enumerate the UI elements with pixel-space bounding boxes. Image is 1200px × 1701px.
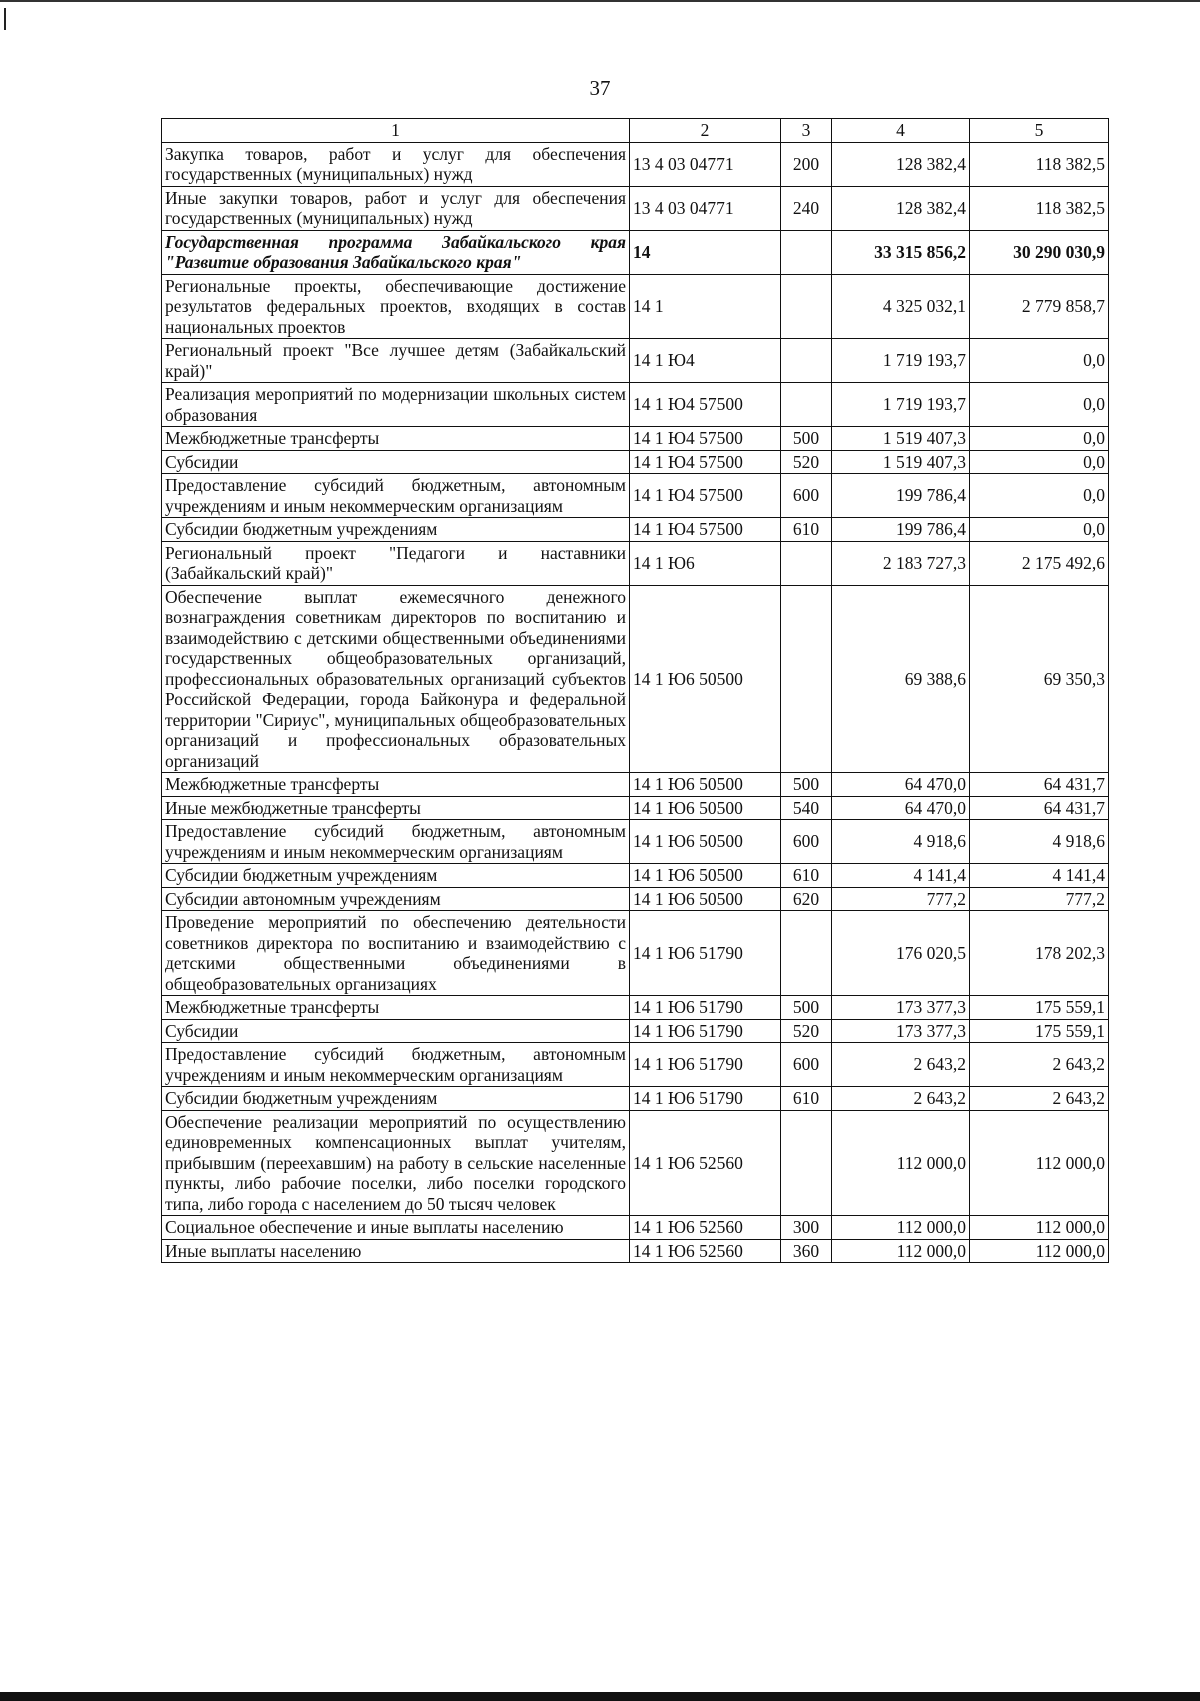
row-code-cell: 14 1 Ю6 50500 [630, 585, 781, 773]
row-code-cell: 14 1 [630, 274, 781, 339]
table-row [162, 887, 1109, 911]
row-code-cell: 14 1 Ю4 [630, 339, 781, 383]
row-sum-2024-cell: 199 786,4 [832, 474, 970, 518]
row-code-cell: 14 [630, 230, 781, 274]
header-col-4: 4 [832, 119, 970, 143]
row-code-cell: 14 1 Ю6 52560 [630, 1216, 781, 1240]
row-name-cell: Иные выплаты населению [162, 1239, 630, 1263]
row-type-cell: 500 [781, 996, 832, 1020]
row-sum-2024-cell: 33 315 856,2 [832, 230, 970, 274]
table-body [162, 142, 1109, 1263]
table-row [162, 1216, 1109, 1240]
table-row [162, 820, 1109, 864]
row-sum-2024-cell: 112 000,0 [832, 1239, 970, 1263]
row-sum-2025-cell: 118 382,5 [970, 186, 1109, 230]
row-sum-2025-cell: 112 000,0 [970, 1110, 1109, 1216]
row-code-cell: 14 1 Ю6 51790 [630, 1043, 781, 1087]
row-code-cell: 14 1 Ю6 [630, 541, 781, 585]
row-sum-2024-cell: 112 000,0 [832, 1216, 970, 1240]
row-sum-2024-cell: 69 388,6 [832, 585, 970, 773]
row-type-cell: 540 [781, 796, 832, 820]
table-row [162, 450, 1109, 474]
table-row [162, 585, 1109, 773]
scan-edge-bottom [0, 1692, 1200, 1701]
row-type-cell: 600 [781, 474, 832, 518]
row-type-cell [781, 274, 832, 339]
row-name-cell: Региональный проект "Все лучшее детям (Забайкальский край)" [162, 339, 630, 383]
row-sum-2025-cell: 178 202,3 [970, 911, 1109, 996]
row-type-cell [781, 541, 832, 585]
header-col-1: 1 [162, 119, 630, 143]
row-name-cell: Предоставление субсидий бюджетным, автономным учреждениям и иным некоммерческим организациям [162, 820, 630, 864]
row-sum-2025-cell: 0,0 [970, 450, 1109, 474]
row-sum-2025-cell: 0,0 [970, 383, 1109, 427]
row-sum-2025-cell: 175 559,1 [970, 1019, 1109, 1043]
row-type-cell: 300 [781, 1216, 832, 1240]
row-sum-2024-cell: 2 643,2 [832, 1043, 970, 1087]
row-sum-2025-cell: 2 175 492,6 [970, 541, 1109, 585]
row-sum-2025-cell: 175 559,1 [970, 996, 1109, 1020]
row-name-cell: Региональные проекты, обеспечивающие достижение результатов федеральных проектов, входящих в состав национальных проектов [162, 274, 630, 339]
row-sum-2024-cell: 128 382,4 [832, 186, 970, 230]
table-row [162, 186, 1109, 230]
row-name-cell: Иные межбюджетные трансферты [162, 796, 630, 820]
row-code-cell: 14 1 Ю6 50500 [630, 773, 781, 797]
row-name-cell: Субсидии бюджетным учреждениям [162, 1087, 630, 1111]
row-type-cell: 200 [781, 142, 832, 186]
row-name-cell: Региональный проект "Педагоги и наставники (Забайкальский край)" [162, 541, 630, 585]
page-number: 37 [589, 76, 611, 100]
row-type-cell [781, 911, 832, 996]
row-name-cell: Субсидии бюджетным учреждениям [162, 864, 630, 888]
row-type-cell [781, 585, 832, 773]
row-name-cell: Предоставление субсидий бюджетным, автономным учреждениям и иным некоммерческим организациям [162, 1043, 630, 1087]
row-sum-2025-cell: 0,0 [970, 474, 1109, 518]
scan-edge-left [4, 8, 6, 30]
row-sum-2025-cell: 64 431,7 [970, 773, 1109, 797]
row-type-cell: 600 [781, 820, 832, 864]
row-sum-2025-cell: 2 643,2 [970, 1043, 1109, 1087]
table-row [162, 474, 1109, 518]
row-name-cell: Межбюджетные трансферты [162, 773, 630, 797]
row-code-cell: 14 1 Ю6 51790 [630, 996, 781, 1020]
header-col-3: 3 [781, 119, 832, 143]
row-sum-2025-cell: 64 431,7 [970, 796, 1109, 820]
row-name-cell: Субсидии автономным учреждениям [162, 887, 630, 911]
table-row [162, 142, 1109, 186]
table-row [162, 864, 1109, 888]
row-name-cell: Субсидии [162, 1019, 630, 1043]
row-code-cell: 14 1 Ю6 51790 [630, 911, 781, 996]
row-type-cell [781, 230, 832, 274]
row-name-cell: Проведение мероприятий по обеспечению деятельности советников директора по воспитанию и взаимодействию с детскими общественными объединениями в общеобразовательных организациях [162, 911, 630, 996]
row-sum-2024-cell: 112 000,0 [832, 1110, 970, 1216]
row-code-cell: 13 4 03 04771 [630, 142, 781, 186]
row-sum-2024-cell: 64 470,0 [832, 796, 970, 820]
row-type-cell: 520 [781, 450, 832, 474]
table-header-row [162, 119, 1109, 143]
scan-edge-top [0, 0, 1200, 2]
table-row [162, 911, 1109, 996]
table-row [162, 796, 1109, 820]
row-code-cell: 14 1 Ю4 57500 [630, 383, 781, 427]
row-type-cell [781, 1110, 832, 1216]
row-code-cell: 14 1 Ю4 57500 [630, 427, 781, 451]
row-code-cell: 14 1 Ю6 50500 [630, 864, 781, 888]
row-sum-2024-cell: 777,2 [832, 887, 970, 911]
row-code-cell: 13 4 03 04771 [630, 186, 781, 230]
row-type-cell: 610 [781, 1087, 832, 1111]
table-row [162, 230, 1109, 274]
row-name-cell: Социальное обеспечение и иные выплаты населению [162, 1216, 630, 1240]
row-name-cell: Реализация мероприятий по модернизации школьных систем образования [162, 383, 630, 427]
row-name-cell: Межбюджетные трансферты [162, 427, 630, 451]
row-code-cell: 14 1 Ю6 51790 [630, 1019, 781, 1043]
row-name-cell: Предоставление субсидий бюджетным, автономным учреждениям и иным некоммерческим организациям [162, 474, 630, 518]
header-col-2: 2 [630, 119, 781, 143]
table-row [162, 1110, 1109, 1216]
row-sum-2024-cell: 1 719 193,7 [832, 339, 970, 383]
row-sum-2025-cell: 0,0 [970, 518, 1109, 542]
row-code-cell: 14 1 Ю6 52560 [630, 1239, 781, 1263]
row-code-cell: 14 1 Ю6 50500 [630, 820, 781, 864]
row-name-cell: Иные закупки товаров, работ и услуг для обеспечения государственных (муниципальных) нужд [162, 186, 630, 230]
table-row [162, 339, 1109, 383]
row-name-cell: Субсидии бюджетным учреждениям [162, 518, 630, 542]
row-type-cell: 610 [781, 864, 832, 888]
row-sum-2025-cell: 112 000,0 [970, 1216, 1109, 1240]
row-sum-2024-cell: 173 377,3 [832, 1019, 970, 1043]
row-type-cell: 620 [781, 887, 832, 911]
row-code-cell: 14 1 Ю6 50500 [630, 796, 781, 820]
row-sum-2025-cell: 0,0 [970, 339, 1109, 383]
row-sum-2025-cell: 118 382,5 [970, 142, 1109, 186]
row-code-cell: 14 1 Ю4 57500 [630, 474, 781, 518]
row-sum-2024-cell: 4 325 032,1 [832, 274, 970, 339]
row-sum-2025-cell: 2 643,2 [970, 1087, 1109, 1111]
header-col-5: 5 [970, 119, 1109, 143]
row-sum-2024-cell: 64 470,0 [832, 773, 970, 797]
table-row [162, 383, 1109, 427]
row-code-cell: 14 1 Ю6 52560 [630, 1110, 781, 1216]
row-name-cell: Государственная программа Забайкальского края "Развитие образования Забайкальского края" [162, 230, 630, 274]
table-row [162, 541, 1109, 585]
row-code-cell: 14 1 Ю6 51790 [630, 1087, 781, 1111]
row-type-cell: 500 [781, 427, 832, 451]
table-row [162, 518, 1109, 542]
row-name-cell: Обеспечение реализации мероприятий по осуществлению единовременных компенсационных выплат учителям, прибывшим (переехавшим) на работу в сельские населенные пункты, либо рабочие поселки, либо поселки городского типа, либо города с населением до 50 тысяч человек [162, 1110, 630, 1216]
row-sum-2025-cell: 30 290 030,9 [970, 230, 1109, 274]
table-row [162, 1087, 1109, 1111]
row-sum-2024-cell: 1 519 407,3 [832, 450, 970, 474]
row-sum-2024-cell: 4 918,6 [832, 820, 970, 864]
row-name-cell: Субсидии [162, 450, 630, 474]
row-sum-2024-cell: 176 020,5 [832, 911, 970, 996]
row-type-cell: 520 [781, 1019, 832, 1043]
row-sum-2024-cell: 199 786,4 [832, 518, 970, 542]
table-row [162, 427, 1109, 451]
row-sum-2025-cell: 0,0 [970, 427, 1109, 451]
row-sum-2024-cell: 173 377,3 [832, 996, 970, 1020]
row-type-cell: 500 [781, 773, 832, 797]
row-type-cell [781, 383, 832, 427]
table-row [162, 1043, 1109, 1087]
table-row [162, 1019, 1109, 1043]
row-type-cell [781, 339, 832, 383]
row-name-cell: Закупка товаров, работ и услуг для обеспечения государственных (муниципальных) нужд [162, 142, 630, 186]
row-type-cell: 360 [781, 1239, 832, 1263]
row-sum-2024-cell: 1 519 407,3 [832, 427, 970, 451]
row-name-cell: Обеспечение выплат ежемесячного денежного вознаграждения советникам директоров по воспитанию и взаимодействию с детскими общественными объединениями государственных общеобразовательных организаций, профессиональных образовательных организаций субъектов Российской Федерации, города Байконура и федеральной территории "Сириус", муниципальных общеобразовательных организаций и профессиональных образовательных организаций [162, 585, 630, 773]
row-code-cell: 14 1 Ю4 57500 [630, 450, 781, 474]
row-name-cell: Межбюджетные трансферты [162, 996, 630, 1020]
row-sum-2025-cell: 4 918,6 [970, 820, 1109, 864]
row-type-cell: 240 [781, 186, 832, 230]
table-row [162, 274, 1109, 339]
row-sum-2024-cell: 1 719 193,7 [832, 383, 970, 427]
row-sum-2025-cell: 4 141,4 [970, 864, 1109, 888]
row-sum-2024-cell: 2 643,2 [832, 1087, 970, 1111]
row-sum-2024-cell: 2 183 727,3 [832, 541, 970, 585]
table-row [162, 773, 1109, 797]
row-sum-2024-cell: 4 141,4 [832, 864, 970, 888]
row-code-cell: 14 1 Ю4 57500 [630, 518, 781, 542]
row-sum-2025-cell: 69 350,3 [970, 585, 1109, 773]
row-type-cell: 610 [781, 518, 832, 542]
row-sum-2025-cell: 112 000,0 [970, 1239, 1109, 1263]
row-type-cell: 600 [781, 1043, 832, 1087]
row-sum-2025-cell: 777,2 [970, 887, 1109, 911]
row-sum-2024-cell: 128 382,4 [832, 142, 970, 186]
table-row [162, 1239, 1109, 1263]
row-sum-2025-cell: 2 779 858,7 [970, 274, 1109, 339]
row-code-cell: 14 1 Ю6 50500 [630, 887, 781, 911]
budget-table [161, 118, 1109, 1263]
table-row [162, 996, 1109, 1020]
